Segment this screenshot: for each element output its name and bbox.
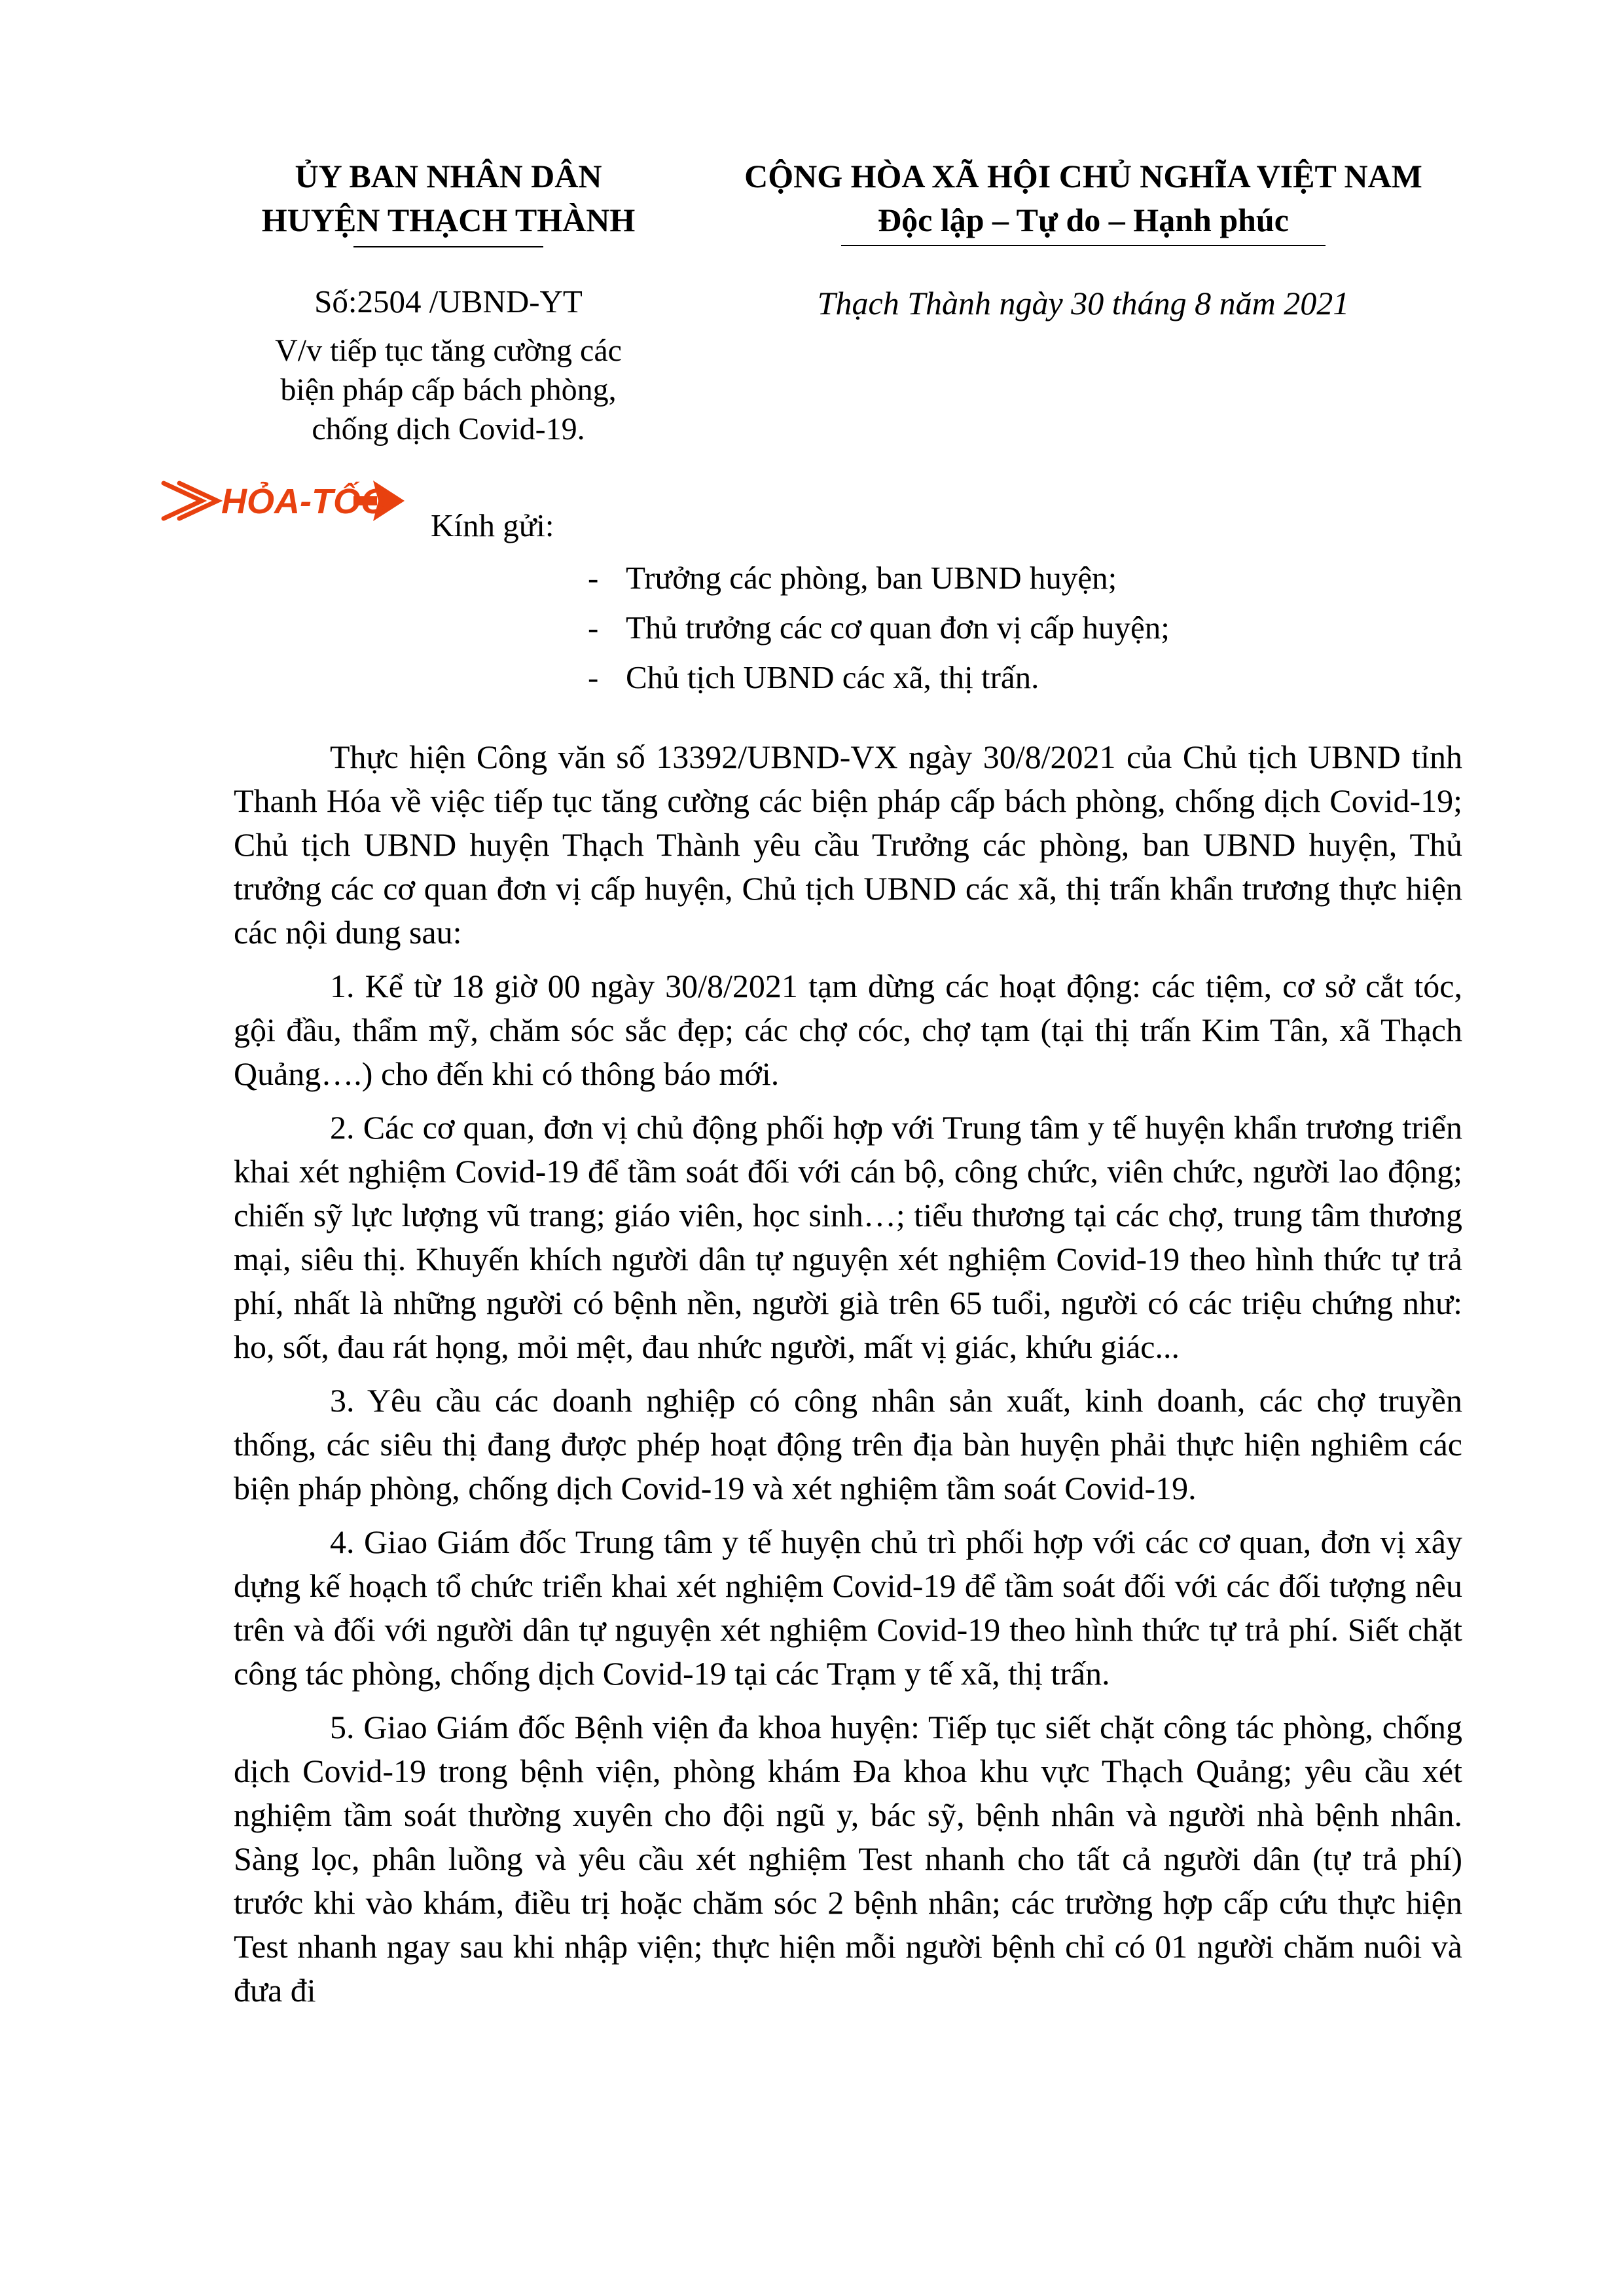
urgent-arrow-icon — [157, 471, 407, 530]
document-number: Số:2504 /UBND-YT — [314, 283, 583, 319]
subject-line: V/v tiếp tục tăng cường các — [275, 333, 622, 368]
subject-line: chống dịch Covid-19. — [312, 412, 585, 446]
body-paragraph: 3. Yêu cầu các doanh nghiệp có công nhân sản xuất, kinh doanh, các chợ truyền thống, các siêu thị đang được phép hoạt động trên địa bàn huyện phải thực hiện nghiêm các biện pháp phòng, chống dịch Covid-19 và xét nghiệm tầm soát Covid-19. — [234, 1382, 1462, 1506]
document-subject — [223, 331, 674, 449]
body-paragraph: 5. Giao Giám đốc Bệnh viện đa khoa huyện: Tiếp tục siết chặt công tác phòng, chống dịch Covid-19 trong bệnh viện, phòng khám Đa khoa khu vực Thạch Quảng; yêu cầu xét nghiệm tầm soát thường xuyên cho đội ngũ y, bác sỹ, bệnh nhân và người nhà bệnh nhân. Sàng lọc, phân luồng và yêu cầu xét nghiệm Test nhanh cho tất cả người dân (tự trả phí) trước khi vào khám, điều trị hoặc chăm sóc 2 bệnh nhân; các trường hợp cấp cứu thực hiện Test nhanh ngay sau khi nhập viện; thực hiện mỗi người bệnh chỉ có 01 người chăm nuôi và đưa đi — [234, 1709, 1462, 2009]
nation-motto: Độc lập – Tự do – Hạnh phúc — [878, 202, 1289, 238]
document-body — [234, 735, 1462, 2022]
issuing-org-line2: HUYỆN THẠCH THÀNH — [261, 202, 636, 238]
salutation: Kính gửi: — [431, 507, 554, 543]
urgent-stamp — [157, 471, 407, 530]
recipient-list — [588, 553, 1170, 702]
body-paragraph: 2. Các cơ quan, đơn vị chủ động phối hợp với Trung tâm y tế huyện khẩn trương triển khai xét nghiệm Covid-19 để tầm soát đối với cán bộ, công chức, viên chức, người lao động; chiến sỹ lực lượng vũ trang; giáo viên, học sinh…; tiểu thương tại các chợ, trung tâm thương mại, siêu thị. Khuyến khích người dân tự nguyện xét nghiệm Covid-19 theo hình thức tự trả phí, nhất là những người có bệnh nền, người già trên 65 tuổi, người có các triệu chứng như: ho, sốt, đau rát họng, mỏi mệt, đau nhức người, mất vị giác, khứu giác... — [234, 1109, 1462, 1365]
body-paragraph: Thực hiện Công văn số 13392/UBND-VX ngày 30/8/2021 của Chủ tịch UBND tỉnh Thanh Hóa về việc tiếp tục tăng cường các biện pháp cấp bách phòng, chống dịch Covid-19; Chủ tịch UBND huyện Thạch Thành yêu cầu Trưởng các phòng, ban UBND huyện, Thủ trưởng các cơ quan đơn vị cấp huyện, Chủ tịch UBND các xã, thị trấn khẩn trương thực hiện các nội dung sau: — [234, 738, 1462, 951]
issuing-org-line1: ỦY BAN NHÂN DÂN — [295, 158, 602, 194]
body-paragraph: 1. Kể từ 18 giờ 00 ngày 30/8/2021 tạm dừng các hoạt động: các tiệm, cơ sở cắt tóc, gội đầu, thẩm mỹ, chăm sóc sắc đẹp; các chợ cóc, chợ tạm (tại thị trấn Kim Tân, xã Thạch Quảng….) cho đến khi có thông báo mới. — [234, 968, 1462, 1092]
body-paragraph: 4. Giao Giám đốc Trung tâm y tế huyện chủ trì phối hợp với các cơ quan, đơn vị xây dựng kế hoạch tổ chức triển khai xét nghiệm Covid-19 để tầm soát đối với các đối tượng nêu trên và đối với người dân tự nguyện xét nghiệm Covid-19 theo hình thức tự trả phí. Siết chặt công tác phòng, chống dịch Covid-19 tại các Trạm y tế xã, thị trấn. — [234, 1523, 1462, 1692]
recipient-item: - Trưởng các phòng, ban UBND huyện; — [588, 553, 1170, 603]
motto-underline — [841, 245, 1326, 246]
recipient-item: - Chủ tịch UBND các xã, thị trấn. — [588, 653, 1170, 702]
org-underline — [353, 246, 543, 247]
place-date: Thạch Thành ngày 30 tháng 8 năm 2021 — [817, 285, 1350, 321]
recipient-item: - Thủ trưởng các cơ quan đơn vị cấp huyện; — [588, 603, 1170, 653]
stamp-text: HỎA-TỐC — [221, 482, 386, 521]
subject-line: biện pháp cấp bách phòng, — [280, 373, 617, 407]
nation-title: CỘNG HÒA XÃ HỘI CHỦ NGHĨA VIỆT NAM — [744, 158, 1422, 194]
